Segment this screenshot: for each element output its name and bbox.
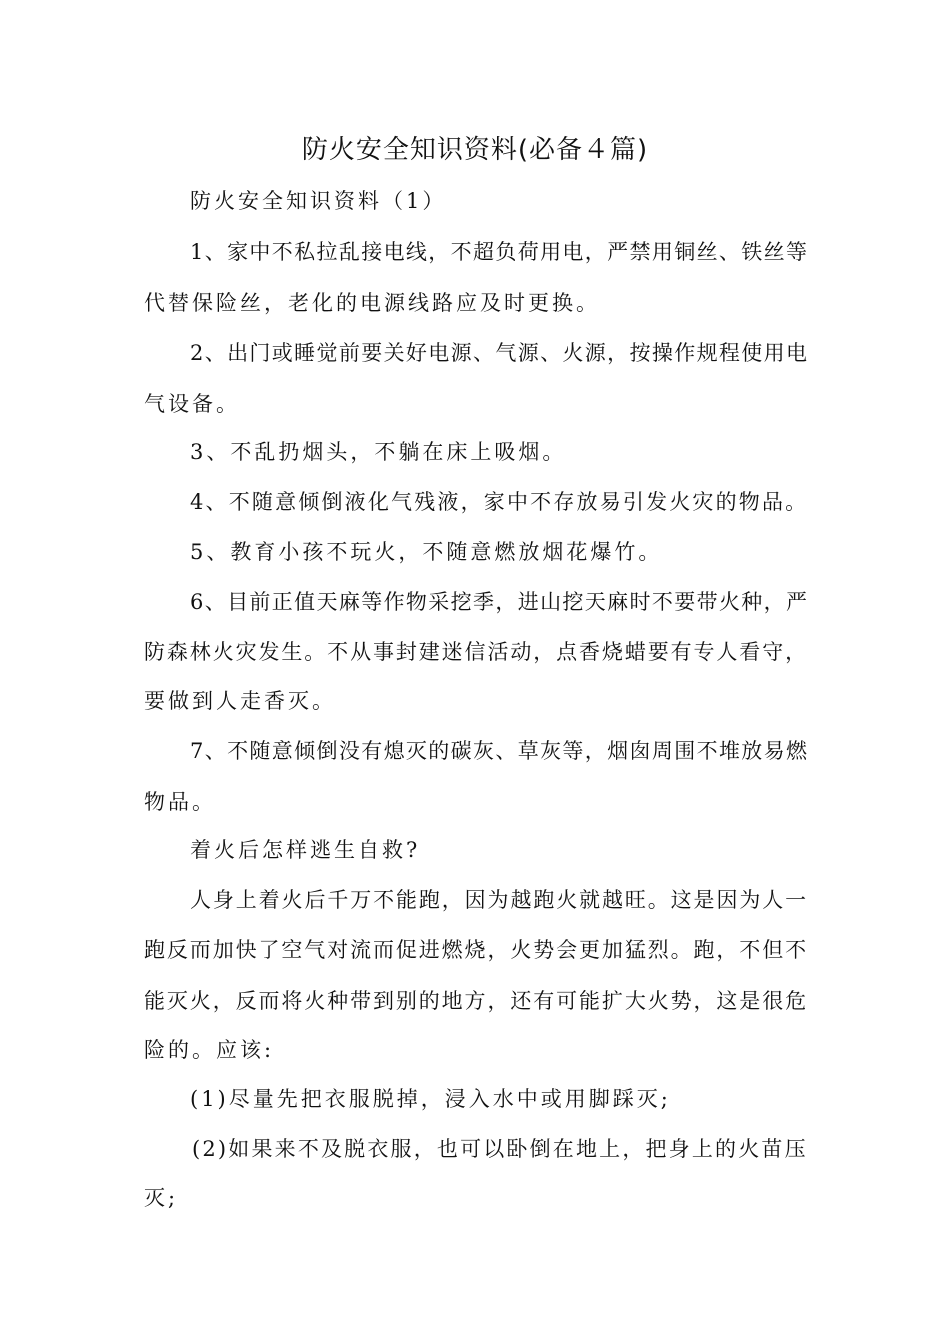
paragraph-line: 7、不随意倾倒没有熄灭的碳灰、草灰等，烟囱周围不堆放易燃	[190, 739, 809, 763]
paragraph-line: 5、教育小孩不玩火，不随意燃放烟花爆竹。	[190, 540, 663, 564]
paragraph-line: 要做到人走香灭。	[144, 689, 336, 713]
paragraph-line: 代替保险丝，老化的电源线路应及时更换。	[144, 291, 600, 315]
document-title: 防火安全知识资料(必备４篇)	[301, 135, 649, 165]
paragraph-line: 物品。	[144, 790, 216, 814]
section-heading-escape: 着火后怎样逃生自救?	[190, 838, 421, 862]
list-item: (1)尽量先把衣服脱掉，浸入水中或用脚踩灭;	[190, 1087, 671, 1111]
list-item: (2)如果来不及脱衣服，也可以卧倒在地上，把身上的火苗压	[192, 1137, 808, 1161]
paragraph-line: 灭;	[144, 1186, 179, 1210]
paragraph-line: 1、家中不私拉乱接电线，不超负荷用电，严禁用铜丝、铁丝等	[190, 240, 809, 264]
paragraph-line: 3、不乱扔烟头，不躺在床上吸烟。	[190, 440, 567, 464]
paragraph-line: 气设备。	[144, 392, 240, 416]
paragraph-line: 跑反而加快了空气对流而促进燃烧，火势会更加猛烈。跑，不但不	[144, 938, 808, 962]
paragraph-line: 6、目前正值天麻等作物采挖季，进山挖天麻时不要带火种，严	[190, 590, 809, 614]
paragraph-line: 4、不随意倾倒液化气残液，家中不存放易引发火灾的物品。	[190, 490, 809, 514]
paragraph-line: 防森林火灾发生。不从事封建迷信活动，点香烧蜡要有专人看守，	[144, 640, 808, 664]
section-heading: 防火安全知识资料（1）	[190, 189, 447, 213]
paragraph-line: 能灭火，反而将火种带到别的地方，还有可能扩大火势，这是很危	[144, 989, 808, 1013]
paragraph-line: 人身上着火后千万不能跑，因为越跑火就越旺。这是因为人一	[190, 888, 808, 912]
paragraph-line: 险的。应该:	[144, 1038, 275, 1062]
paragraph-line: 2、出门或睡觉前要关好电源、气源、火源，按操作规程使用电	[190, 341, 809, 365]
